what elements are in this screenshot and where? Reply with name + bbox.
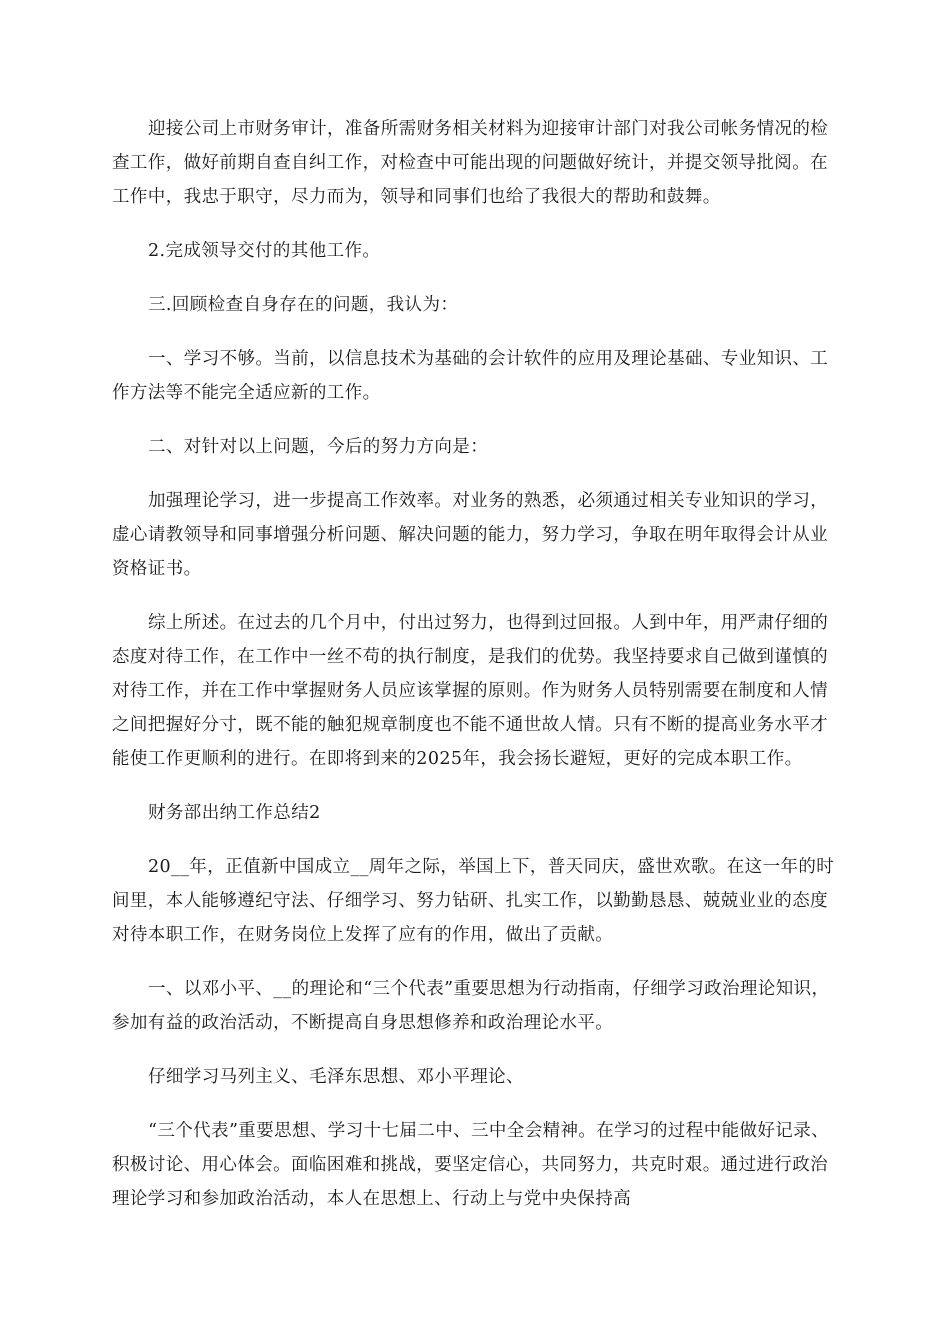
paragraph-audit-preparation: 迎接公司上市财务审计，准备所需财务相关材料为迎接审计部门对我公司帐务情况的检查工作，做好前期自查自纠工作，对检查中可能出现的问题做好统计，并提交领导批阅。在工作中，我忠于职守，尽力而为，领导和同事们也给了我很大的帮助和鼓舞。	[112, 119, 829, 207]
paragraph-political-theory: 一、以邓小平、__的理论和“三个代表”重要思想为行动指南，仔细学习政治理论知识，参加有益的政治活动，不断提高自身思想修养和政治理论水平。	[112, 979, 830, 1033]
paragraph-summary: 综上所述。在过去的几个月中，付出过努力，也得到过回报。人到中年，用严肃仔细的态度对待工作，在工作中一丝不苟的执行制度，是我们的优势。我坚持要求自己做到谨慎的对待工作，并在工作中掌握财务人员应该掌握的原则。作为财务人员特别需要在制度和人情之间把握好分寸，既不能的触犯规章制度也不能不通世故人情。只有不断的提高业务水平才能使工作更顺利的进行。在即将到来的2025年，我会扬长避短，更好的完成本职工作。	[112, 613, 829, 769]
paragraph-study-list: 仔细学习马列主义、毛泽东思想、邓小平理论、	[148, 1067, 524, 1087]
paragraph-year-overview: 20__年，正值新中国成立__周年之际，举国上下，普天同庆，盛世欢歌。在这一年的时间里，本人能够遵纪守法、仔细学习、努力钻研、扎实工作，以勤勤恳恳、兢兢业业的态度对待本职工作，在财务岗位上发挥了应有的作用，做出了贡献。	[112, 857, 835, 945]
paragraph-improvement-direction: 二、对针对以上问题，今后的努力方向是：	[148, 437, 489, 457]
document-body	[112, 112, 836, 1236]
paragraph-strengthen-learning: 加强理论学习，进一步提高工作效率。对业务的熟悉，必须通过相关专业知识的学习，虚心请教领导和同事增强分析问题、解决问题的能力，努力学习，争取在明年取得会计从业资格证书。	[112, 491, 829, 579]
paragraph-three-represents: “三个代表”重要思想、学习十七届二中、三中全会精神。在学习的过程中能做好记录、积极讨论、用心体会。面临困难和挑战，要坚定信心，共同努力，共克时艰。通过进行政治理论学习和参加政治活动，本人在思想上、行动上与党中央保持高	[112, 1121, 829, 1209]
paragraph-other-tasks: 2.完成领导交付的其他工作。	[148, 241, 381, 261]
paragraph-insufficient-study: 一、学习不够。当前，以信息技术为基础的会计软件的应用及理论基础、专业知识、工作方法等不能完全适应新的工作。	[112, 349, 829, 403]
paragraph-review-heading: 三.回顾检查自身存在的问题，我认为：	[148, 295, 459, 315]
section-title-cashier-summary-2: 财务部出纳工作总结2	[148, 803, 321, 823]
